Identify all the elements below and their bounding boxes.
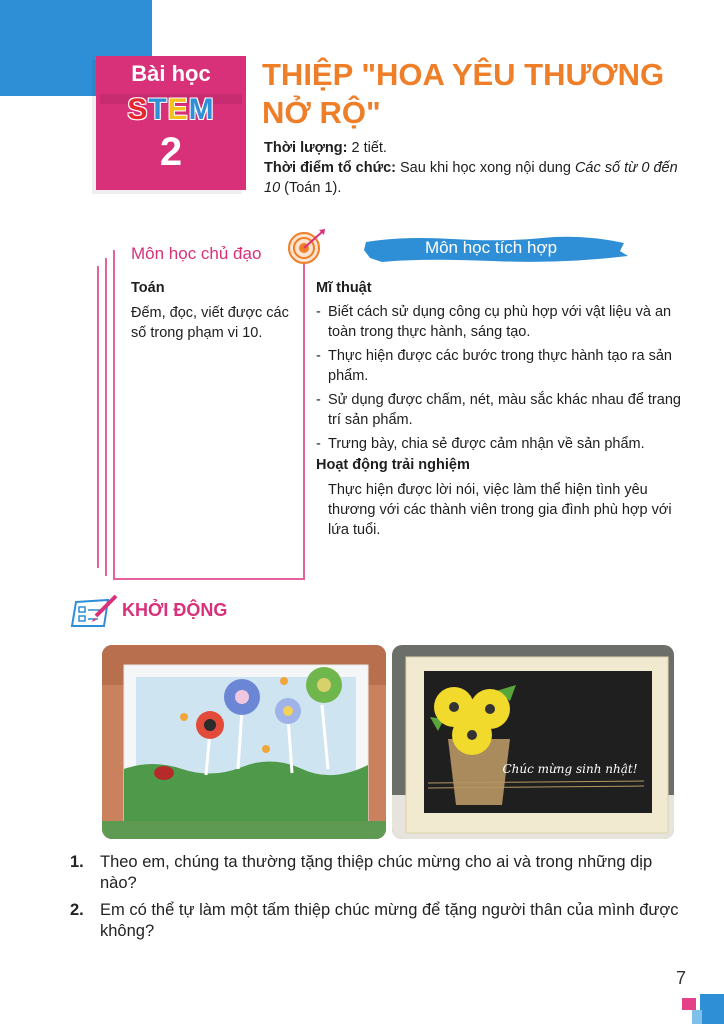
duration-row — [264, 138, 684, 158]
lesson-badge — [96, 56, 246, 190]
schedule-text: Sau khi học xong nội dung — [395, 160, 575, 176]
pencil-board-icon — [70, 592, 120, 630]
stem-letter: M — [188, 93, 215, 126]
list-item: - Thực hiện được các bước trong thực hành tạo ra sản phẩm. — [316, 346, 684, 386]
schedule-row — [264, 158, 684, 198]
schedule-topic: Các số từ 0 đến 10 — [264, 160, 678, 196]
flower — [452, 715, 492, 755]
lesson-info — [264, 138, 684, 198]
flower — [306, 667, 342, 703]
main-subject-heading: Môn học chủ đạo — [131, 244, 262, 263]
experience-description: Thực hiện được lời nói, việc làm thể hiện tình yêu thương với các thành viên trong gia đình phù hợp với lứa tuổi. — [328, 482, 672, 538]
question-number: 1. — [70, 853, 84, 871]
stem-letter: T — [148, 93, 168, 126]
badge-label: Bài học — [131, 61, 211, 86]
duration-value: 2 tiết. — [347, 140, 387, 156]
question-item — [70, 852, 690, 894]
subject-art-name: Mĩ thuật — [316, 280, 372, 296]
schedule-label: Thời điểm tổ chức: — [264, 160, 396, 176]
flower — [224, 679, 260, 715]
duration-label: Thời lượng: — [264, 140, 348, 156]
flower-card-photo — [102, 645, 386, 839]
warmup-heading: KHỞI ĐỘNG — [122, 600, 228, 620]
target-icon — [286, 226, 328, 268]
page-number: 7 — [675, 968, 686, 988]
lesson-number: 2 — [159, 130, 183, 174]
integrated-subjects-heading: Môn học tích hợp — [424, 238, 558, 257]
list-item: - Trưng bày, chia sẻ được cảm nhận về sản phẩm. — [316, 434, 684, 454]
birthday-card-illustration — [392, 645, 674, 839]
schedule-subject: (Toán 1). — [280, 180, 342, 196]
main-subject-name: Toán — [131, 280, 165, 296]
title-line-1: THIỆP "HOA YÊU THƯƠNG — [262, 57, 665, 92]
stem-letter: E — [167, 93, 189, 126]
main-subject-description: Đếm, đọc, viết được các số trong phạm vi 10. — [131, 305, 289, 341]
main-subject-box — [113, 250, 305, 580]
warmup-questions — [70, 852, 690, 948]
page-corner-decoration — [682, 990, 724, 1024]
list-item: - Biết cách sử dụng công cụ phù hợp với vật liệu và an toàn trong thực hành, sáng tạo. — [316, 302, 684, 342]
birthday-greeting-text: Chúc mừng sinh nhật! — [502, 762, 638, 776]
box-edge-line — [97, 266, 99, 568]
flower — [196, 711, 224, 739]
stem-letter: S — [127, 93, 149, 126]
subject-experience-name: Hoạt động trải nghiệm — [316, 457, 470, 473]
badge-stem-word — [96, 93, 246, 127]
question-number: 2. — [70, 901, 84, 919]
box-edge-line — [105, 258, 107, 576]
birthday-card-photo — [392, 645, 674, 839]
title-line-2: NỞ RỘ" — [262, 95, 381, 130]
lesson-title — [262, 56, 702, 132]
question-text: Em có thể tự làm một tấm thiệp chúc mừng để tặng người thân của mình được không? — [100, 901, 679, 940]
flower — [275, 698, 301, 724]
list-item: - Sử dụng được chấm, nét, màu sắc khác nhau để trang trí sản phẩm. — [316, 390, 684, 430]
question-item — [70, 900, 690, 942]
art-objectives-list — [316, 302, 684, 458]
flower-card-illustration — [102, 645, 386, 839]
question-text: Theo em, chúng ta thường tặng thiệp chúc mừng cho ai và trong những dịp nào? — [100, 853, 653, 892]
